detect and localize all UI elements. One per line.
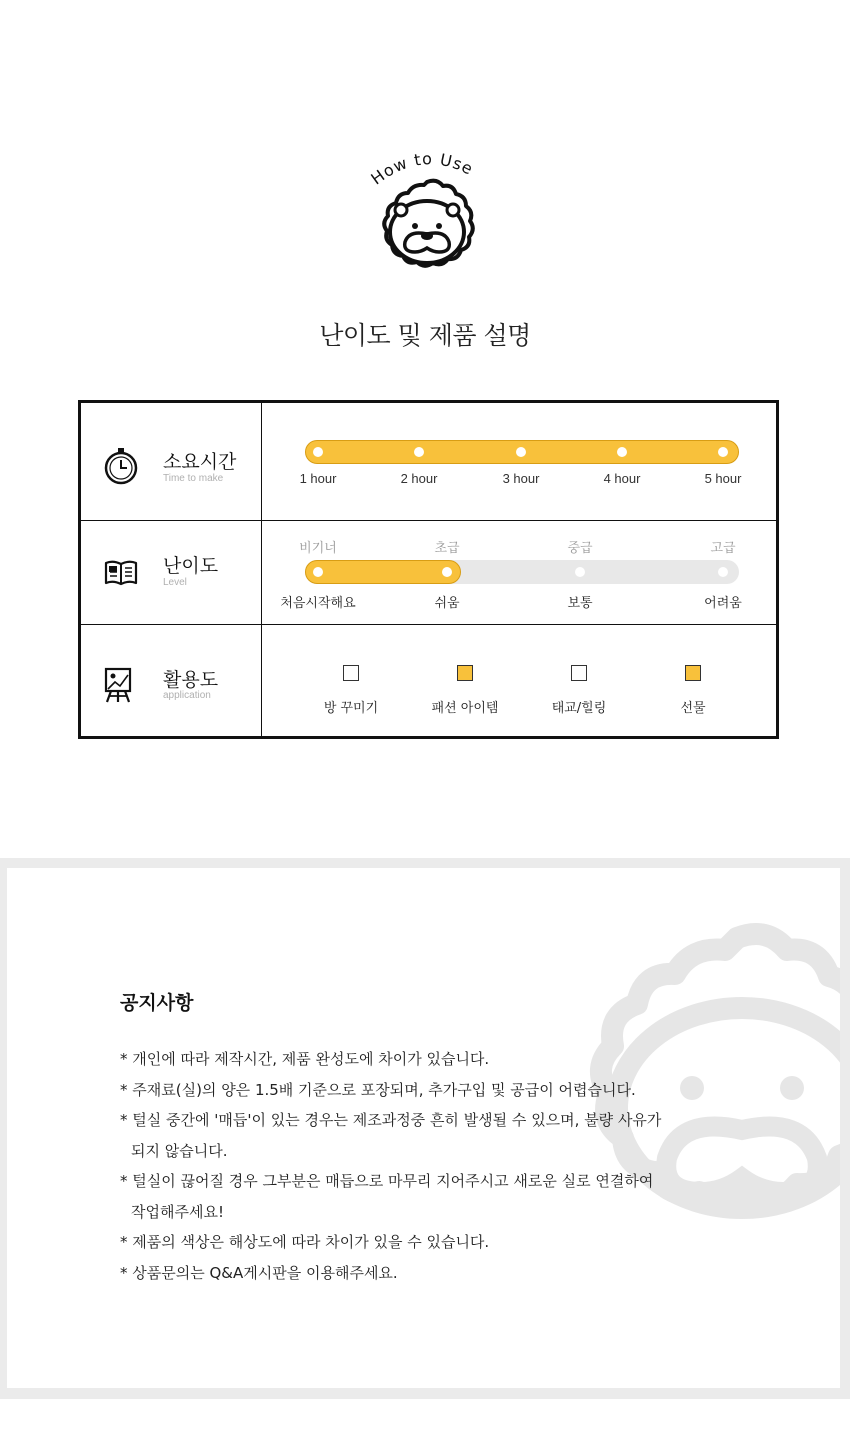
option-label: 선물	[680, 701, 706, 716]
time-tick: 1 hour	[299, 471, 337, 486]
time-tick: 5 hour	[704, 471, 742, 486]
level-bottom-label: 처음시작해요	[280, 596, 356, 611]
application-sublabel: application	[163, 690, 211, 701]
book-icon	[103, 559, 139, 587]
checkbox-prenatal-healing[interactable]	[571, 665, 587, 681]
application-label-cell	[81, 625, 262, 736]
time-tick: 3 hour	[502, 471, 540, 486]
time-sublabel: Time to make	[163, 473, 224, 484]
level-dot	[442, 567, 452, 577]
checkbox-gift[interactable]	[685, 665, 701, 681]
level-bottom-label: 보통	[567, 596, 593, 611]
time-scale	[262, 403, 776, 520]
notice-item: * 개인에 따라 제작시간, 제품 완성도에 차이가 있습니다.	[120, 1050, 490, 1068]
easel-icon	[103, 665, 133, 703]
application-label: 활용도	[163, 669, 219, 691]
level-row	[81, 521, 776, 625]
notice-item: * 제품의 색상은 해상도에 따라 차이가 있을 수 있습니다.	[120, 1233, 490, 1251]
level-bottom-label: 쉬움	[434, 596, 460, 611]
level-dot	[575, 567, 585, 577]
application-row	[81, 625, 776, 736]
notice-list	[120, 1044, 720, 1288]
option-label: 패션 아이템	[431, 701, 499, 716]
time-dot	[617, 447, 627, 457]
level-top-label: 초급	[434, 541, 460, 556]
option-label: 방 꾸미기	[323, 701, 379, 716]
notice-title: 공지사항	[120, 992, 194, 1014]
time-label: 소요시간	[163, 451, 237, 473]
option-label: 태교/힐링	[551, 701, 607, 716]
svg-text:How to Use	[367, 149, 476, 188]
level-scale	[262, 521, 776, 624]
checkbox-room-decor[interactable]	[343, 665, 359, 681]
stopwatch-icon	[103, 446, 139, 486]
time-label-cell	[81, 403, 262, 520]
level-dot	[313, 567, 323, 577]
logo-arc-text: How to Use	[367, 149, 477, 189]
notice-panel	[7, 868, 840, 1388]
time-tick: 4 hour	[603, 471, 641, 486]
time-tick: 2 hour	[400, 471, 438, 486]
time-dot	[414, 447, 424, 457]
time-dot	[718, 447, 728, 457]
level-bottom-label: 어려움	[704, 596, 742, 611]
notice-section	[0, 858, 850, 1399]
notice-item: * 털실이 끊어질 경우 그부분은 매듭으로 마무리 지어주시고 새로운 실로 연결하여 작업해주세요!	[120, 1172, 654, 1221]
notice-item: * 주재료(실)의 양은 1.5배 기준으로 포장되며, 추가구입 및 공급이 어렵습니다.	[120, 1080, 636, 1099]
level-sublabel: Level	[163, 577, 187, 588]
application-options	[262, 625, 776, 736]
time-dot	[516, 447, 526, 457]
notice-item: * 털실 중간에 '매듭'이 있는 경우는 제조과정중 흔히 발생될 수 있으며, 불량 사유가 되지 않습니다.	[120, 1111, 662, 1160]
time-dot	[313, 447, 323, 457]
level-fill	[305, 560, 461, 584]
spec-table	[78, 400, 779, 739]
checkbox-fashion-item[interactable]	[457, 665, 473, 681]
notice-item: * 상품문의는 Q&A게시판을 이용해주세요.	[120, 1263, 398, 1282]
level-top-label: 중급	[567, 541, 593, 556]
time-row	[81, 403, 776, 521]
lion-logo	[355, 140, 500, 300]
level-top-label: 고급	[710, 541, 736, 556]
level-dot	[718, 567, 728, 577]
section-title: 난이도 및 제품 설명	[319, 321, 531, 350]
level-label: 난이도	[163, 555, 219, 577]
level-top-label: 비기너	[299, 541, 337, 556]
level-label-cell	[81, 521, 262, 624]
